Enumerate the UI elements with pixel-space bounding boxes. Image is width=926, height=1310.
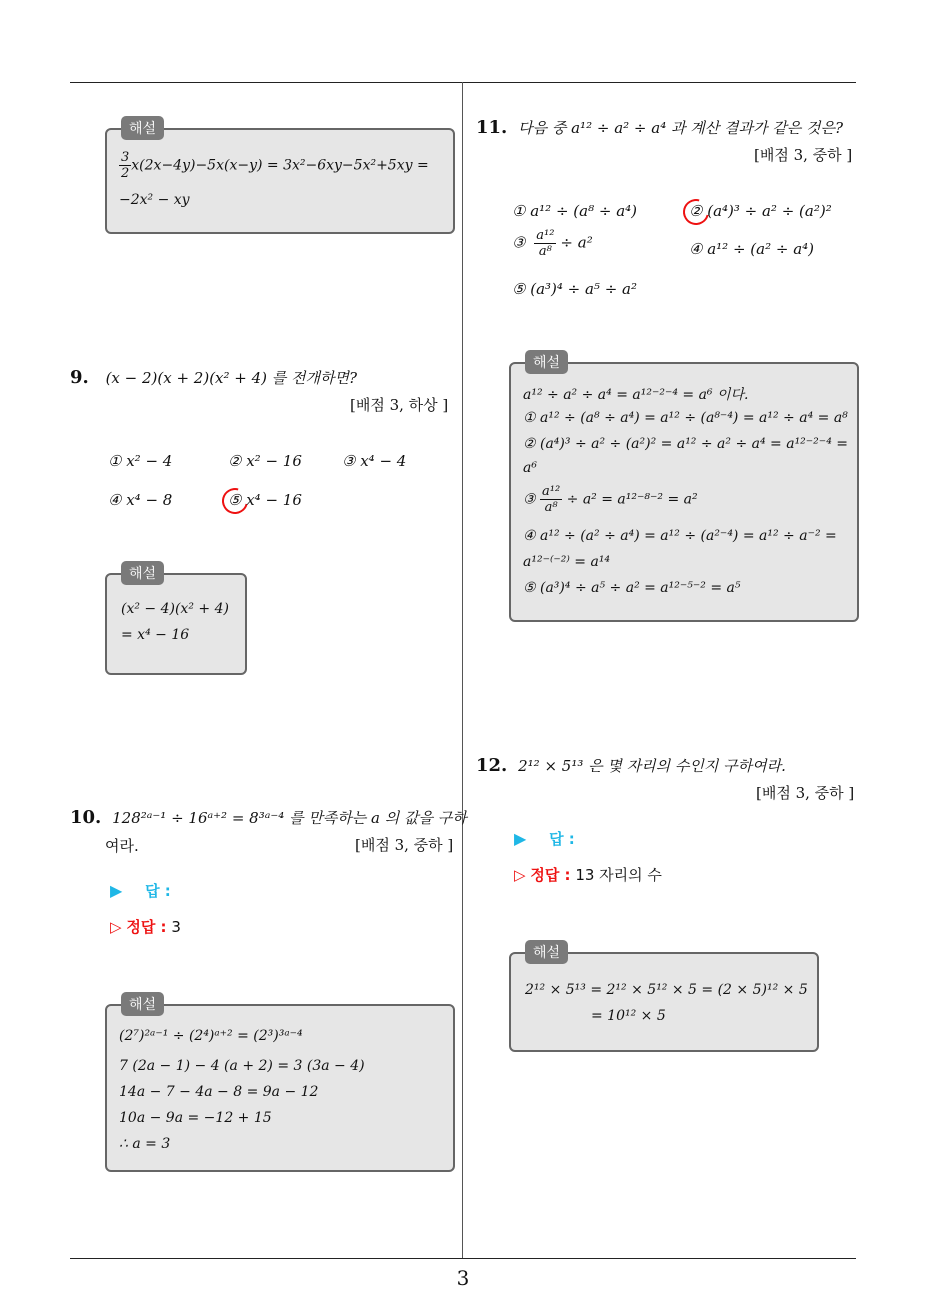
top-rule	[70, 82, 856, 83]
solution-11-line-3: ② (a⁴)³ ÷ a² ÷ (a²)² = a¹² ÷ a² ÷ a⁴ = a¹²⁻²⁻⁴ =	[523, 436, 848, 452]
question-10-meta: [배점 3, 중하 ]	[355, 836, 454, 854]
fraction: $\frac{\text{a¹²}}{\text{a⁸}}$	[542, 484, 561, 515]
solution-11-line-4: a⁶	[523, 460, 537, 476]
q9-option-2[interactable]: ② x² − 16	[228, 452, 302, 470]
outline-triangle-icon: ▷	[110, 918, 122, 936]
solution-tag: 해설	[121, 992, 164, 1016]
fraction: $\frac{3}{2}$	[121, 150, 130, 181]
question-text-line-1: 128²ᵃ⁻¹ ÷ 16ᵃ⁺² = 8³ᵃ⁻⁴ 를 만족하는 a 의 값을 구하	[112, 809, 467, 827]
question-number: 9.	[70, 367, 89, 388]
q9-option-3[interactable]: ③ x⁴ − 4	[342, 452, 407, 470]
q11-option-2[interactable]: ② (a⁴)³ ÷ a² ÷ (a²)²	[689, 202, 832, 220]
solution-11-line-1: a¹² ÷ a² ÷ a⁴ = a¹²⁻²⁻⁴ = a⁶ 이다.	[523, 387, 749, 403]
q9-option-1[interactable]: ① x² − 4	[108, 452, 173, 470]
solution-box-10	[105, 997, 455, 1172]
solution-10-line-4: 10a − 9a = −12 + 15	[119, 1110, 272, 1126]
solution-tag: 해설	[121, 116, 164, 140]
correct-label: 정답 :	[126, 918, 167, 936]
solution-10-line-5: ∴ a = 3	[119, 1136, 171, 1152]
bottom-rule	[70, 1258, 856, 1259]
solution-8-line-1: $\frac{3}{2}$ x(2x−4y)−5x(x−y) = 3x²−6xy−5x²+5xy =	[121, 150, 429, 181]
outline-triangle-icon: ▷	[514, 866, 526, 884]
solution-11-line-2: ① a¹² ÷ (a⁸ ÷ a⁴) = a¹² ÷ (a⁸⁻⁴) = a¹² ÷ a⁴ = a⁸	[523, 410, 848, 426]
solution-12-line-2: = 10¹² × 5	[591, 1008, 666, 1024]
fraction: $\frac{\text{a¹²}}{\text{a⁸}}$	[536, 228, 555, 259]
answer-prompt	[110, 880, 171, 901]
q11-option-1[interactable]: ① a¹² ÷ (a⁸ ÷ a⁴)	[512, 202, 638, 220]
solution-box-12	[509, 945, 819, 1052]
solution-10-line-3: 14a − 7 − 4a − 8 = 9a − 12	[119, 1084, 319, 1100]
answer-prompt	[514, 828, 575, 849]
q11-option-4[interactable]: ④ a¹² ÷ (a² ÷ a⁴)	[689, 240, 815, 258]
q11-option-3[interactable]: ③ $\frac{\text{a¹²}}{\text{a⁸}}$ ÷ a²	[512, 228, 593, 259]
solution-tag: 해설	[525, 940, 568, 964]
question-9	[70, 366, 454, 390]
solution-tag: 해설	[121, 561, 164, 585]
correct-value: 13 자리의 수	[575, 866, 662, 884]
question-number: 12.	[476, 755, 508, 776]
solution-11-line-5: ③ $\frac{\text{a¹²}}{\text{a⁸}}$ ÷ a² = a¹²⁻⁸⁻² = a²	[523, 484, 698, 515]
question-number: 11.	[476, 117, 508, 138]
q9-option-4[interactable]: ④ x⁴ − 8	[108, 491, 173, 509]
correct-label: 정답 :	[530, 866, 571, 884]
question-10	[70, 806, 467, 830]
question-11	[476, 116, 860, 140]
solution-8-line-2: −2x² − xy	[119, 192, 190, 208]
correct-answer	[110, 916, 181, 937]
question-12-meta: [배점 3, 중하 ]	[756, 784, 855, 802]
play-triangle-icon: ▶	[110, 881, 123, 900]
solution-box-9	[105, 566, 247, 675]
solution-box-8	[105, 121, 455, 234]
solution-11-line-7: a¹²⁻⁽⁻²⁾ = a¹⁴	[523, 554, 611, 570]
column-divider	[462, 82, 463, 1258]
correct-answer	[514, 864, 662, 885]
question-text: 다음 중 a¹² ÷ a² ÷ a⁴ 과 계산 결과가 같은 것은?	[518, 119, 843, 137]
question-text: (x − 2)(x + 2)(x² + 4) 를 전개하면?	[105, 369, 358, 387]
solution-tag: 해설	[525, 350, 568, 374]
solution-box-11	[509, 355, 859, 622]
q11-option-5[interactable]: ⑤ (a³)⁴ ÷ a⁵ ÷ a²	[512, 280, 638, 298]
question-9-meta: [배점 3, 하상 ]	[350, 396, 449, 414]
play-triangle-icon: ▶	[514, 829, 527, 848]
correct-value: 3	[171, 918, 181, 936]
answer-label: 답 :	[549, 830, 575, 848]
q9-option-5[interactable]: ⑤ x⁴ − 16	[228, 491, 302, 509]
solution-10-line-2: 7 (2a − 1) − 4 (a + 2) = 3 (3a − 4)	[119, 1058, 365, 1074]
solution-9-line-1: (x² − 4)(x² + 4)	[121, 601, 229, 617]
solution-11-line-8: ⑤ (a³)⁴ ÷ a⁵ ÷ a² = a¹²⁻⁵⁻² = a⁵	[523, 580, 741, 596]
solution-10-line-1: (2⁷)²ᵃ⁻¹ ÷ (2⁴)ᵃ⁺² = (2³)³ᵃ⁻⁴	[119, 1028, 303, 1044]
solution-11-line-6: ④ a¹² ÷ (a² ÷ a⁴) = a¹² ÷ (a²⁻⁴) = a¹² ÷ a⁻² =	[523, 528, 837, 544]
question-text: 2¹² × 5¹³ 은 몇 자리의 수인지 구하여라.	[518, 757, 786, 775]
solution-12-line-1: 2¹² × 5¹³ = 2¹² × 5¹² × 5 = (2 × 5)¹² × 5	[525, 982, 808, 998]
question-12	[476, 754, 860, 778]
question-number: 10.	[70, 807, 102, 828]
solution-9-line-2: = x⁴ − 16	[121, 627, 190, 643]
page-number: 3	[456, 1266, 470, 1290]
question-10-line-2: 여라.	[105, 837, 139, 855]
question-11-meta: [배점 3, 중하 ]	[754, 146, 853, 164]
answer-label: 답 :	[145, 882, 171, 900]
